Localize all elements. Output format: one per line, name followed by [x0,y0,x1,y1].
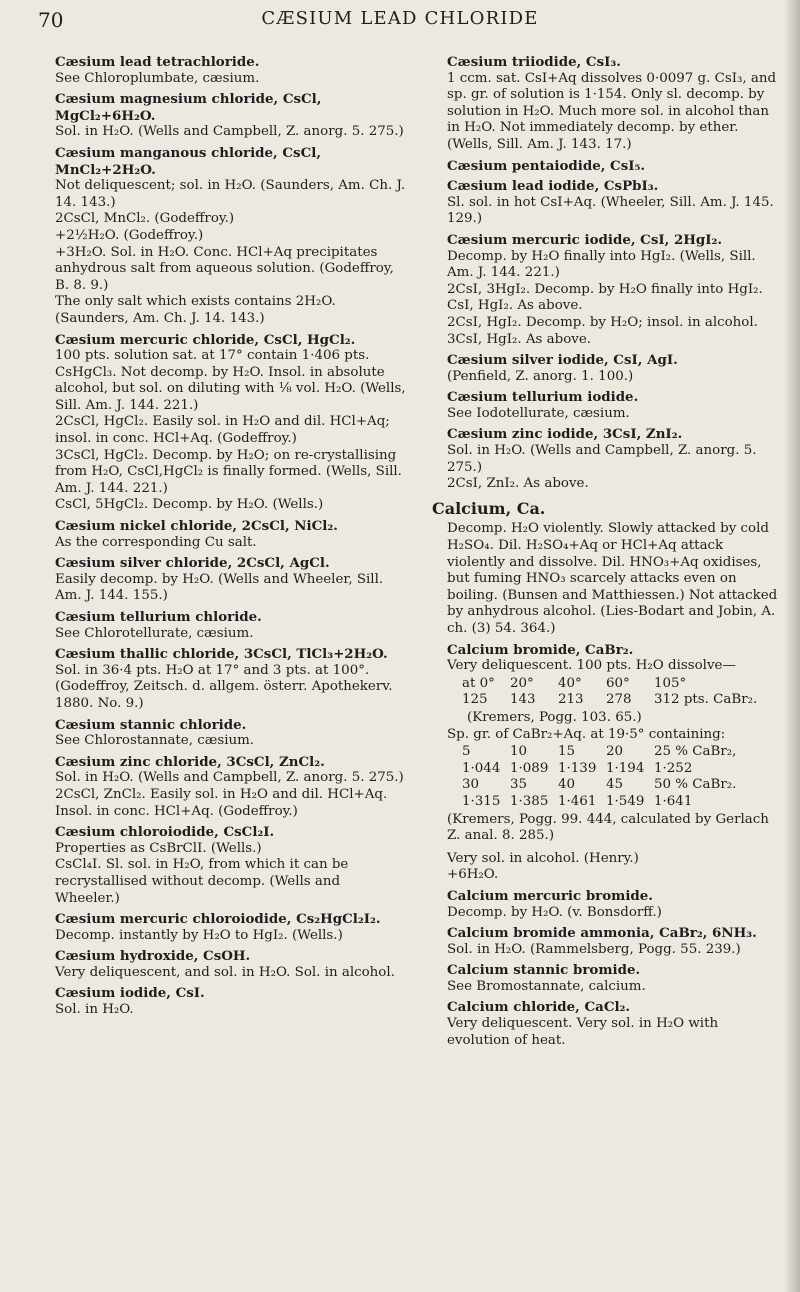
table-cell: 10 [510,744,528,760]
entry-heading: Cæsium magnesium chloride, CsCl, MgCl₂+6H₂O. [55,91,322,124]
table-cell: 1·089 [510,760,549,776]
dictionary-entry [40,948,406,981]
entry-text: CsI, HgI₂. As above. [447,298,583,314]
entry-text: +3H₂O. Sol. in H₂O. Conc. HCl+Aq precipitates anhydrous salt from aqueous solution. (Godeffroy, B. 8. 9.) [55,244,394,293]
table-cell: 25 % CaBr₂, [654,744,737,760]
entry-text: 3CsCl, HgCl₂. Decomp. by H₂O; on re-crystallising from H₂O, CsCl,HgCl₂ is finally formed. (Wells, Sill. Am. J. 144. 221.) [55,447,402,496]
entry-heading: Cæsium pentaiodide, CsI₅. [447,157,646,174]
table-cell: 45 [606,777,624,793]
specific-gravity-intro: Sp. gr. of CaBr₂+Aq. at 19·5° containing: [447,726,726,742]
specific-gravity-reference: (Kremers, Pogg. 99. 444, calculated by Gerlach Z. anal. 8. 285.) [447,811,769,844]
entry-heading: Calcium stannic bromide. [447,962,641,979]
dictionary-entry [40,91,406,141]
entry-heading: Cæsium mercuric chloride, CsCl, HgCl₂. [55,331,356,348]
table-cell: at 0° [462,675,495,691]
dictionary-entry [40,717,406,750]
entry-text: 2CsCl, HgCl₂. Easily sol. in H₂O and dil. HCl+Aq; insol. in conc. HCl+Aq. (Godeffroy.) [55,414,390,447]
dictionary-entry [40,609,406,642]
dictionary-entry [40,824,406,907]
entry-heading: Cæsium thallic chloride, 3CsCl, TlCl₃+2H₂O. [55,646,388,663]
dictionary-entry [40,646,406,712]
entry-text: The only salt which exists contains 2H₂O. (Saunders, Am. Ch. J. 14. 143.) [55,294,336,326]
solubility-intro: Very deliquescent. 100 pts. H₂O dissolve— [447,658,736,674]
entry-heading: Cæsium tellurium chloride. [55,609,262,625]
table-cell: 278 [606,692,632,708]
table-cell: 30 [462,777,480,793]
entry-text: Sol. in H₂O. (Wells and Campbell, Z. anorg. 5. 275.) [55,770,404,786]
table-cell: 105° [654,675,687,691]
entry-text: Sol. in H₂O. (Rammelsberg, Pogg. 55. 239.) [447,941,741,957]
entry-text: 100 pts. solution sat. at 17° contain 1·406 pts. CsHgCl₃. Not decomp. by H₂O. Insol. in absolute alcohol, but sol. on diluting with ⅛ vol. H₂O. (Wells, Sill. Am. J. 144. 221.) [55,348,406,413]
dictionary-entry [432,158,778,175]
hydrate-note: +6H₂O. [447,867,499,883]
entry-heading: Cæsium chloroiodide, CsCl₂I. [55,824,275,841]
entry-text: 2CsI, 3HgI₂. Decomp. by H₂O finally into HgI₂. [447,281,763,297]
entry-text: Sol. in H₂O. [55,1002,134,1018]
entry-text: Sol. in 36·4 pts. H₂O at 17° and 3 pts. at 100°. (Godeffroy, Zeitsch. d. allgem. österr. Apothekerv. 1880. No. 9.) [55,662,393,711]
entry-text: See Chlorotellurate, cæsium. [55,625,254,641]
table-cell: 1·641 [654,793,693,809]
table-cell: 40 [558,777,576,793]
entry-heading: Cæsium mercuric iodide, CsI, 2HgI₂. [447,231,723,248]
solubility-reference: (Kremers, Pogg. 103. 65.) [467,709,642,725]
entry-heading: Calcium chloride, CaCl₂. [447,999,631,1016]
table-cell: 20 [606,744,624,760]
dictionary-entry [40,985,406,1018]
entry-heading: Cæsium lead iodide, CsPbI₃. [447,178,659,195]
entry-text: Easily decomp. by H₂O. (Wells and Wheeler, Sill. Am. J. 144. 155.) [55,571,384,604]
left-column [40,54,406,1023]
entry-text: CsCl₄I. Sl. sol. in H₂O, from which it can be recrystallised without decomp. (Wells and Wheeler.) [55,857,349,906]
page-number: 70 [38,8,64,32]
entry-text: Very deliquescent, and sol. in H₂O. Sol. in alcohol. [55,964,395,980]
entry-text: Decomp. instantly by H₂O to HgI₂. (Wells.) [55,927,343,943]
entry-text: 1 ccm. sat. CsI+Aq dissolves 0·0097 g. CsI₃, and sp. gr. of solution is 1·154. Only sl. decomp. by solution in H₂O. Much more sol. in alcohol than in H₂O. Not immediately decomp. by ether. (Wells, Sill. Am. J. 143. 17.) [447,70,777,152]
specific-gravity-table [462,744,778,810]
calcium-bromides-group [432,888,778,1049]
table-cell: 60° [606,675,630,691]
table-cell: 1·549 [606,793,645,809]
entry-text: (Penfield, Z. anorg. 1. 100.) [447,368,634,384]
entry-heading: Cæsium mercuric chloroiodide, Cs₂HgCl₂I₂. [55,911,381,928]
dictionary-entry [432,232,778,348]
table-cell: 50 % CaBr₂. [654,777,737,793]
calcium-heading: Calcium, Ca. [432,498,546,518]
entry-heading: Cæsium zinc iodide, 3CsI, ZnI₂. [447,426,683,443]
table-cell: 20° [510,675,534,691]
table-cell: 1·385 [510,793,549,809]
entry-text: Decomp. by H₂O. (v. Bonsdorff.) [447,904,662,920]
dictionary-entry [40,555,406,605]
entry-text: CsCl, 5HgCl₂. Decomp. by H₂O. (Wells.) [55,497,324,513]
dictionary-entry [432,54,778,154]
entry-heading: Cæsium hydroxide, CsOH. [55,948,251,965]
right-column [432,54,778,1053]
dictionary-entry [432,962,778,995]
table-cell: 1·252 [654,760,693,776]
entry-text: 2CsI, HgI₂. Decomp. by H₂O; insol. in alcohol. [447,314,758,330]
dictionary-entry [40,145,406,328]
running-title: CÆSIUM LEAD CHLORIDE [261,8,539,29]
entry-heading: Cæsium silver iodide, CsI, AgI. [447,352,678,369]
dictionary-entry [40,332,406,515]
entry-text: 2CsCl, ZnCl₂. Easily sol. in H₂O and dil. HCl+Aq. Insol. in conc. HCl+Aq. (Godeffroy.) [55,786,388,819]
solubility-table [462,676,778,709]
table-cell: 1·044 [462,760,501,776]
table-cell: 35 [510,777,528,793]
entry-heading: Calcium bromide ammonia, CaBr₂, 6NH₃. [447,925,757,942]
dictionary-entry [40,518,406,551]
alcohol-solubility-note: Very sol. in alcohol. (Henry.) [447,850,639,866]
table-cell: 15 [558,744,576,760]
table-cell: 312 pts. CaBr₂. [654,692,758,708]
table-cell: 125 [462,692,488,708]
table-cell: 1·315 [462,793,501,809]
entry-heading: Cæsium triiodide, CsI₃. [447,54,621,70]
entry-text: Decomp. by H₂O finally into HgI₂. (Wells, Sill. Am. J. 144. 221.) [447,248,756,281]
dictionary-entry [432,178,778,228]
entry-text: 2CsI, ZnI₂. As above. [447,476,589,492]
table-cell: 1·139 [558,760,597,776]
entry-heading: Cæsium stannic chloride. [55,716,247,733]
table-cell: 40° [558,675,582,691]
entry-text: Sl. sol. in hot CsI+Aq. (Wheeler, Sill. Am. J. 145. 129.) [447,194,774,227]
entry-heading: Cæsium lead tetrachloride. [55,54,260,70]
entry-heading: Cæsium zinc chloride, 3CsCl, ZnCl₂. [55,753,325,770]
calcium-entry [432,521,778,637]
entry-text: See Bromostannate, calcium. [447,978,646,994]
dictionary-entry [40,54,406,87]
dictionary-entry [432,888,778,921]
calcium-bromide-entry [432,642,778,884]
entry-text: 2CsCl, MnCl₂. (Godeffroy.) [55,211,235,227]
table-cell: 5 [462,744,471,760]
dictionary-entry [432,389,778,422]
entry-text: 3CsI, HgI₂. As above. [447,331,592,347]
page-edge-shadow [784,0,800,1292]
entry-text: +2½H₂O. (Godeffroy.) [55,227,204,243]
caesium-iodides-group [432,54,778,493]
table-cell: 143 [510,692,536,708]
table-cell: 1·461 [558,793,597,809]
entry-text: See Chlorostannate, cæsium. [55,733,255,749]
table-cell: 213 [558,692,584,708]
entry-heading: Calcium mercuric bromide. [447,887,653,904]
entry-heading: Cæsium iodide, CsI. [55,985,205,1002]
calcium-text: Decomp. H₂O violently. Slowly attacked by cold H₂SO₄. Dil. H₂SO₄+Aq or HCl+Aq attack violently and dissolve. Dil. HNO₃+Aq oxidises, but fuming HNO₃ scarcely attacks even on boiling. (Bunsen and Matthiessen.) Not attacked by anhydrous alcohol. (Lies-Bodart and Jobin, A. ch. (3) 54. 364.) [447,521,778,636]
entry-text: Sol. in H₂O. (Wells and Campbell, Z. anorg. 5. 275.) [55,124,404,140]
entry-text: Very deliquescent. Very sol. in H₂O with evolution of heat. [447,1016,719,1048]
dictionary-entry [432,925,778,958]
entry-text: Properties as CsBrClI. (Wells.) [55,840,262,856]
entry-heading: Cæsium tellurium iodide. [447,389,639,406]
entry-text: See Iodotellurate, cæsium. [447,405,630,421]
entry-heading: Cæsium manganous chloride, CsCl, MnCl₂+2H₂O. [55,144,321,178]
entry-text: As the corresponding Cu salt. [55,534,257,550]
entry-text: See Chloroplumbate, cæsium. [55,70,260,86]
entry-heading: Cæsium silver chloride, 2CsCl, AgCl. [55,555,330,572]
calcium-bromide-heading: Calcium bromide, CaBr₂. [447,641,634,658]
entry-text: Sol. in H₂O. (Wells and Campbell, Z. anorg. 5. 275.) [447,443,757,475]
entry-heading: Cæsium nickel chloride, 2CsCl, NiCl₂. [55,518,338,535]
table-cell: 1·194 [606,760,645,776]
dictionary-entry [40,911,406,944]
dictionary-entry [432,352,778,385]
entry-text: Not deliquescent; sol. in H₂O. (Saunders, Am. Ch. J. 14. 143.) [55,178,406,210]
dictionary-entry [40,754,406,820]
dictionary-entry [432,426,778,492]
dictionary-entry [432,999,778,1049]
